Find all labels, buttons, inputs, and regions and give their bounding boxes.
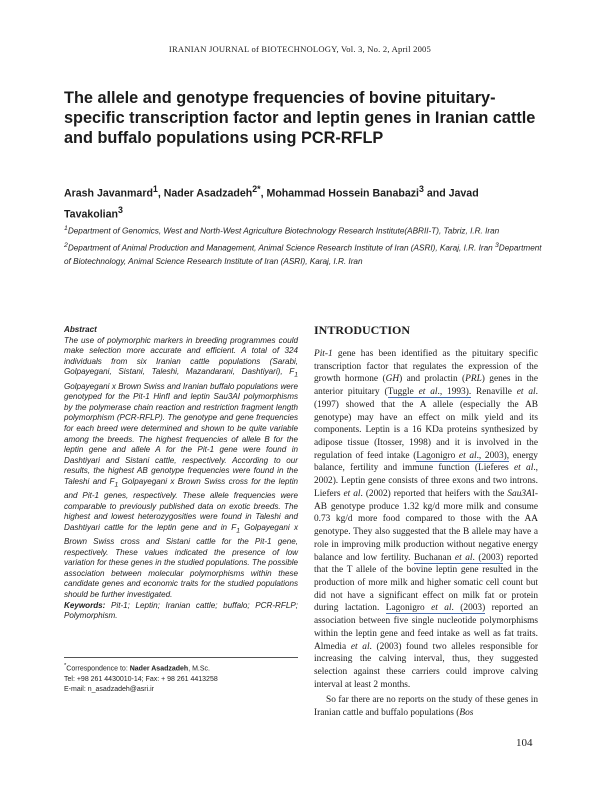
author-name: Nader Asadzadeh <box>163 187 253 200</box>
affiliation: Department of Biotechnology, Animal Science Research Institute of Iran (ASRI), Karaj, I.R. Iran <box>64 243 542 267</box>
abstract-subscript: 1 <box>294 371 298 379</box>
citation-author: Lagonigro <box>416 450 459 461</box>
affiliation: Department of Genomics, West and North-West Agriculture Biotechnology Research Institute(ABRII-T), Tabriz, I.R. Iran <box>67 226 500 236</box>
author-affil-mark: 1 <box>152 184 158 194</box>
affiliations <box>64 222 544 269</box>
author-separator: , <box>157 187 164 200</box>
abstract-subscript: 1 <box>114 481 119 489</box>
abstract-heading: Abstract <box>64 325 97 334</box>
etal: et al <box>350 641 370 652</box>
text-run: . (2003) found two alleles responsible for increasing the calving interval, thus, they suggested selection against these carriers could improve calving interval at least 2 months. <box>314 641 538 690</box>
page-number: 104 <box>516 737 533 749</box>
footnote-mark: * <box>64 663 67 669</box>
citation-etal: et al <box>458 450 477 461</box>
abstract-subscript: 1 <box>236 527 240 535</box>
citation-etal: et al <box>454 552 473 563</box>
citation-year: . (2003) <box>451 603 486 614</box>
affiliation: Department of Animal Production and Management, Animal Science Research Institute of Iran (ASRI), Karaj, I.R. Iran <box>67 243 493 253</box>
citation-link[interactable] <box>414 553 503 564</box>
body-paragraph <box>314 694 538 719</box>
correspondence-degree: , M.Sc. <box>188 665 210 673</box>
citation-year: . (2003) <box>472 552 504 563</box>
running-head: IRANIAN JOURNAL of BIOTECHNOLOGY, Vol. 3, No. 2, April 2005 <box>168 44 432 54</box>
text-run: ) genes in the anterior pituitary ( <box>314 374 539 398</box>
abstract-text: Golpayegani x Brown Swiss cross for the leptin and Pit-1 genes, respectively. These allele frequencies were comparable to previously published data on exotic breeds. The highest and lowest heterozygosities were found in Taleshi and Dashtiyari cattle for the leptin gene and in F <box>64 476 298 532</box>
correspondence-label: Correspondence to: <box>66 665 130 673</box>
etal: et al <box>516 387 536 398</box>
etal: et al <box>513 463 534 474</box>
author-affil-mark: 2* <box>252 184 261 194</box>
affil-mark: 1 <box>64 225 68 232</box>
author-name: Javad Tavakolian <box>64 187 479 221</box>
author-affil-mark: 3 <box>418 184 424 194</box>
text-run: Renaville <box>471 387 517 398</box>
citation-author: Tuggle <box>387 387 419 398</box>
correspondence-footnote <box>64 661 298 696</box>
gene-name: GH <box>385 374 400 385</box>
abstract-text: The use of polymorphic markers in breeding programmes could make selection more accurate and efficient. A total of 324 individuals from six Iranian cattle populations (Sarabi, Golpayegani, Sistani, Taleshi, Mazandarani, Dashtiyari), F <box>64 335 298 377</box>
text-run: . (1997) showed that the A allele (especially the AB genotype) may have an effect on milk yield and its components. Leptin is a 16 KDa proteins synthesized by adipose tissue (Itosser, 1998) and it is involved in the regulation of feed intake ( <box>314 387 538 461</box>
text-run: reported that the T allele of the bovine leptin gene resulted in the production of more milk and higher somatic cell count but did not have a significant effect on milk fat or protein during lactation. <box>314 552 538 614</box>
citation-link[interactable] <box>416 451 509 462</box>
citation-year: ., 1993). <box>437 387 472 398</box>
species-name: Bos <box>459 708 474 719</box>
text-run: gene has been identified as the pituitary specific transcription factor that regulates the expression of the growth hormone ( <box>314 349 538 385</box>
text-run: ., 2002). Leptin gene consists of three exons and two introns. Liefers <box>314 463 538 499</box>
author-name: Arash Javanmard <box>64 187 153 200</box>
gene-name: Pit-1 <box>314 349 333 359</box>
citation-etal: et al <box>418 387 438 398</box>
text-run: . (2002) reported that heifers with the <box>360 488 508 499</box>
correspondence-phone: Tel: +98 261 4430010-14; Fax: + 98 261 4413258 <box>64 675 218 683</box>
citation-link[interactable] <box>388 387 472 398</box>
citation-year: ., 2003), <box>476 450 510 461</box>
text-run: energy balance, fertility and immune function (Lieferes <box>314 450 538 474</box>
affil-mark: 2 <box>64 241 68 249</box>
correspondence-email[interactable]: E-mail: n_asadzadeh@asri.ir <box>64 686 154 694</box>
citation-etal: et al <box>431 603 452 614</box>
affil-mark: 3 <box>494 241 499 249</box>
text-run: So far there are no reports on the study of these genes in Iranian cattle and buffalo populations ( <box>314 695 538 719</box>
etal: et al <box>343 488 361 499</box>
article-title: The allele and genotype frequencies of bovine pituitary-specific transcription factor and leptin genes in Iranian cattle and buffalo populations using PCR-RFLP <box>64 89 536 147</box>
author-separator: and <box>423 187 449 200</box>
footnote-divider <box>64 657 298 658</box>
body-paragraph <box>314 348 538 691</box>
introduction-body <box>314 348 538 720</box>
keywords: Pit-1; Leptin; Iranian cattle; buffalo; PCR-RFLP; Polymorphism. <box>64 600 298 621</box>
correspondence-name: Nader Asadzadeh <box>129 665 189 673</box>
citation-link[interactable] <box>386 603 485 614</box>
abstract <box>64 325 298 622</box>
abstract-text: Golpayegani x Brown Swiss cross and Sistani cattle for the Pit-1 gene, respectively. These values indicated the presence of low variation for these genes in the studied populations. The possible association between molecular polymorphisms within these candidate genes and economic traits for the studied populations should be further investigated. <box>64 522 298 600</box>
section-heading-introduction: INTRODUCTION <box>314 323 411 337</box>
author-list <box>64 181 534 222</box>
keywords-label: Keywords: <box>64 600 106 610</box>
enzyme-name: Sau3A <box>507 488 532 499</box>
author-name: Mohammad Hossein Banabazi <box>266 187 419 200</box>
abstract-text: Golpayegani x Brown Swiss and Iranian buffalo populations were genotyped for the Pit-1 HinfI and leptin Sau3AI polymorphisms by the polymerase chain reaction and restriction fragment length polymorphism (PCR-RFLP). The genotype and gene frequencies for each breed were determined and shown to be quite variable among the breeds. The highest frequencies of allele B for the leptin gene and allele A for the Pit-1 gene were found in Dashtiyari and Sistani cattle, respectively. According to our results, the highest AB genotype frequencies were found in the Taleshi and F <box>64 381 298 486</box>
text-run: ) and prolactin ( <box>399 374 466 385</box>
author-separator: , <box>260 187 267 200</box>
citation-author: Lagonigro <box>385 603 432 614</box>
text-run: I-AB genotype produce 1.32 kg/d more milk and consume 0.73 kg/d more food compared to those with the AA genotype. They also suggested that the B allele may have a role in improving milk production without negative energy balance and low fertility. <box>314 488 538 563</box>
author-affil-mark: 3 <box>117 204 123 215</box>
gene-name: PRL <box>465 374 482 385</box>
text-run: reported an association between five single nucleotide polymorphisms within the leptin gene and feed intake as well as fat traits. Almedia <box>314 603 538 652</box>
citation-author: Buchanan <box>414 552 455 563</box>
